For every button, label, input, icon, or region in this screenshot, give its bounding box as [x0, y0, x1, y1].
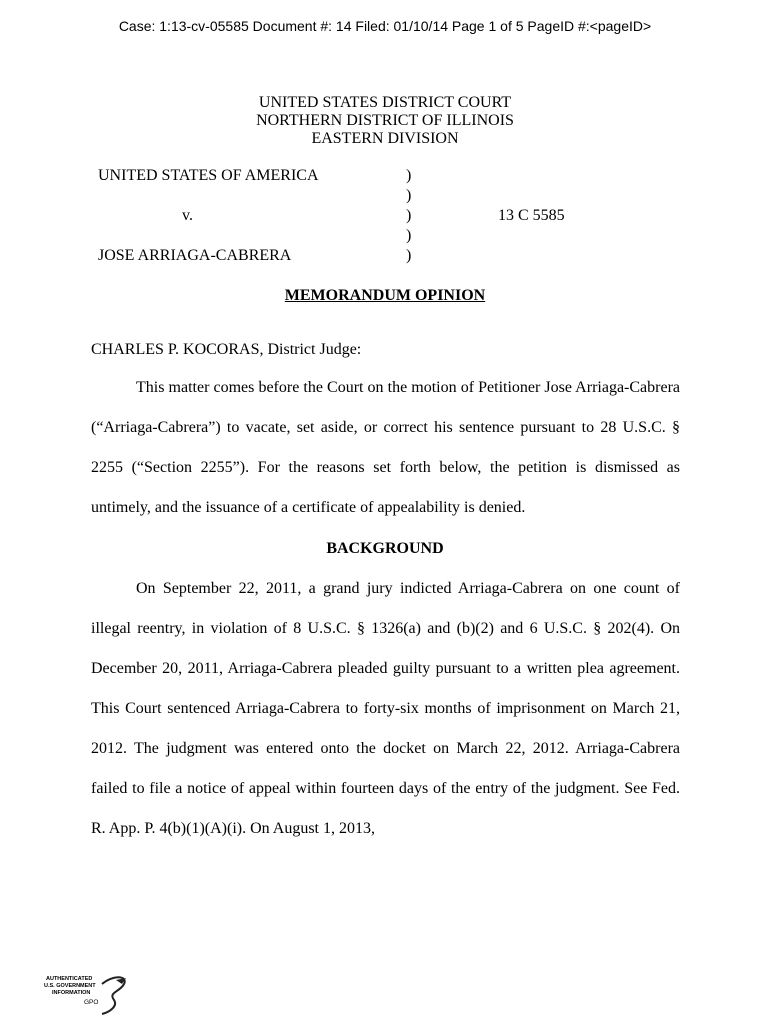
court-division: EASTERN DIVISION	[311, 130, 459, 147]
caption-paren: )	[406, 227, 412, 244]
gpo-seal-icon	[44, 970, 134, 1020]
case-caption	[98, 166, 319, 266]
court-heading	[0, 94, 770, 148]
case-number: 13 C 5585	[498, 207, 565, 224]
caption-paren: )	[406, 187, 412, 204]
seal-text: AUTHENTICATED	[46, 976, 93, 982]
versus-label: v.	[182, 207, 193, 224]
seal-text: U.S. GOVERNMENT	[44, 983, 96, 989]
document-header: Case: 1:13-cv-05585 Document #: 14 Filed: 01/10/14 Page 1 of 5 PageID #:<pageID>	[118, 18, 652, 34]
background-heading: BACKGROUND	[326, 540, 444, 557]
caption-parens	[406, 166, 411, 266]
caption-paren: )	[406, 247, 412, 264]
court-district: NORTHERN DISTRICT OF ILLINOIS	[256, 112, 514, 129]
defendant-name: JOSE ARRIAGA-CABRERA	[98, 247, 292, 264]
gpo-authentication-seal	[44, 970, 134, 1020]
caption-paren: )	[406, 207, 412, 224]
seal-text: GPO	[84, 999, 99, 1006]
judge-line: CHARLES P. KOCORAS, District Judge:	[91, 341, 362, 358]
caption-paren: )	[406, 167, 412, 184]
background-paragraph: On September 22, 2011, a grand jury indicted Arriaga-Cabrera on one count of illegal reentry, in violation of 8 U.S.C. § 1326(a) and (b)(2) and 6 U.S.C. § 202(4). On December 20, 2011, Arriaga-Cabrera pleaded guilty pursuant to a written plea agreement. This Court sentenced Arriaga-Cabrera to forty-six months of imprisonment on March 21, 2012. The judgment was entered onto the docket on March 22, 2012. Arriaga-Cabrera failed to file a notice of appeal within fourteen days of the entry of the judgment. See Fed. R. App. P. 4(b)(1)(A)(i). On August 1, 2013,	[91, 580, 680, 837]
plaintiff-name: UNITED STATES OF AMERICA	[98, 167, 319, 184]
intro-paragraph: This matter comes before the Court on the motion of Petitioner Jose Arriaga-Cabrera (“Arriaga-Cabrera”) to vacate, set aside, or correct his sentence pursuant to 28 U.S.C. § 2255 (“Section 2255”). For the reasons set forth below, the petition is dismissed as untimely, and the issuance of a certificate of appealability is denied.	[91, 379, 680, 516]
document-title: MEMORANDUM OPINION	[284, 287, 486, 304]
seal-text: INFORMATION	[52, 990, 91, 996]
court-name: UNITED STATES DISTRICT COURT	[258, 94, 512, 111]
